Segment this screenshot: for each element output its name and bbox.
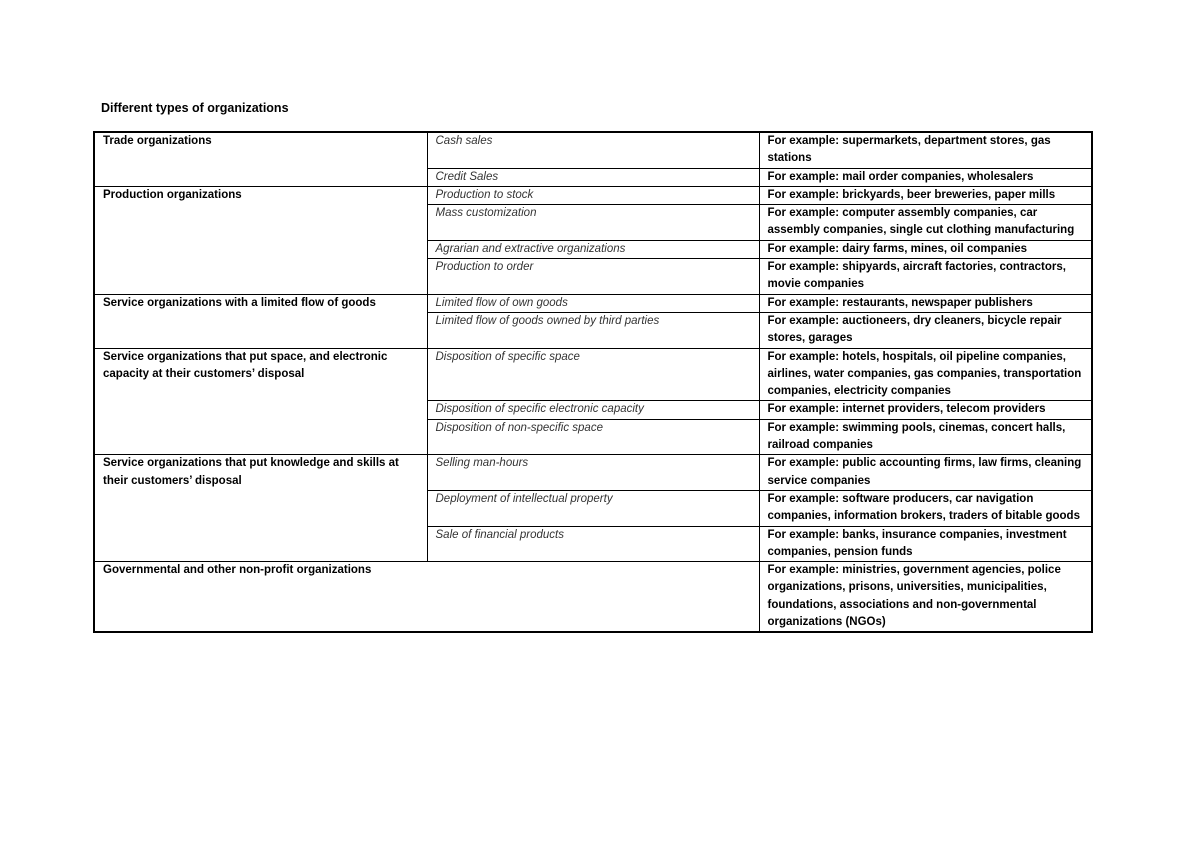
subtype-cell: Production to order <box>427 259 759 295</box>
example-cell: For example: banks, insurance companies, investment companies, pension funds <box>759 526 1092 562</box>
subtype-cell: Disposition of non-specific space <box>427 419 759 455</box>
subtype-cell: Limited flow of goods owned by third parties <box>427 312 759 348</box>
example-cell: For example: ministries, government agencies, police organizations, prisons, universities, municipalities, foundations, associations and non-governmental organizations (NGOs) <box>759 562 1092 633</box>
table-row <box>94 455 1092 491</box>
page-title: Different types of organizations <box>101 101 289 115</box>
subtype-cell: Selling man-hours <box>427 455 759 491</box>
example-cell: For example: brickyards, beer breweries, paper mills <box>759 186 1092 204</box>
example-cell: For example: swimming pools, cinemas, concert halls, railroad companies <box>759 419 1092 455</box>
subtype-cell: Cash sales <box>427 132 759 168</box>
subtype-cell: Disposition of specific electronic capacity <box>427 401 759 419</box>
table-row <box>94 562 1092 633</box>
example-cell: For example: restaurants, newspaper publishers <box>759 294 1092 312</box>
table-row <box>94 348 1092 401</box>
category-cell: Production organizations <box>94 186 427 294</box>
subtype-cell: Agrarian and extractive organizations <box>427 240 759 258</box>
table-row <box>94 294 1092 312</box>
category-cell: Service organizations that put knowledge and skills at their customers’ disposal <box>94 455 427 562</box>
table-row <box>94 186 1092 204</box>
subtype-cell: Sale of financial products <box>427 526 759 562</box>
organizations-table <box>93 131 1093 633</box>
example-cell: For example: auctioneers, dry cleaners, bicycle repair stores, garages <box>759 312 1092 348</box>
category-cell: Governmental and other non-profit organizations <box>94 562 759 633</box>
category-cell: Trade organizations <box>94 132 427 186</box>
example-cell: For example: dairy farms, mines, oil companies <box>759 240 1092 258</box>
subtype-cell: Credit Sales <box>427 168 759 186</box>
example-cell: For example: public accounting firms, law firms, cleaning service companies <box>759 455 1092 491</box>
subtype-cell: Production to stock <box>427 186 759 204</box>
example-cell: For example: software producers, car navigation companies, information brokers, traders of bitable goods <box>759 490 1092 526</box>
subtype-cell: Disposition of specific space <box>427 348 759 401</box>
example-cell: For example: internet providers, telecom providers <box>759 401 1092 419</box>
subtype-cell: Mass customization <box>427 205 759 241</box>
category-cell: Service organizations that put space, and electronic capacity at their customers’ disposal <box>94 348 427 455</box>
example-cell: For example: shipyards, aircraft factories, contractors, movie companies <box>759 259 1092 295</box>
subtype-cell: Limited flow of own goods <box>427 294 759 312</box>
table-row <box>94 132 1092 168</box>
category-cell: Service organizations with a limited flow of goods <box>94 294 427 348</box>
subtype-cell: Deployment of intellectual property <box>427 490 759 526</box>
example-cell: For example: computer assembly companies, car assembly companies, single cut clothing manufacturing <box>759 205 1092 241</box>
example-cell: For example: hotels, hospitals, oil pipeline companies, airlines, water companies, gas companies, transportation companies, electricity companies <box>759 348 1092 401</box>
example-cell: For example: mail order companies, wholesalers <box>759 168 1092 186</box>
example-cell: For example: supermarkets, department stores, gas stations <box>759 132 1092 168</box>
